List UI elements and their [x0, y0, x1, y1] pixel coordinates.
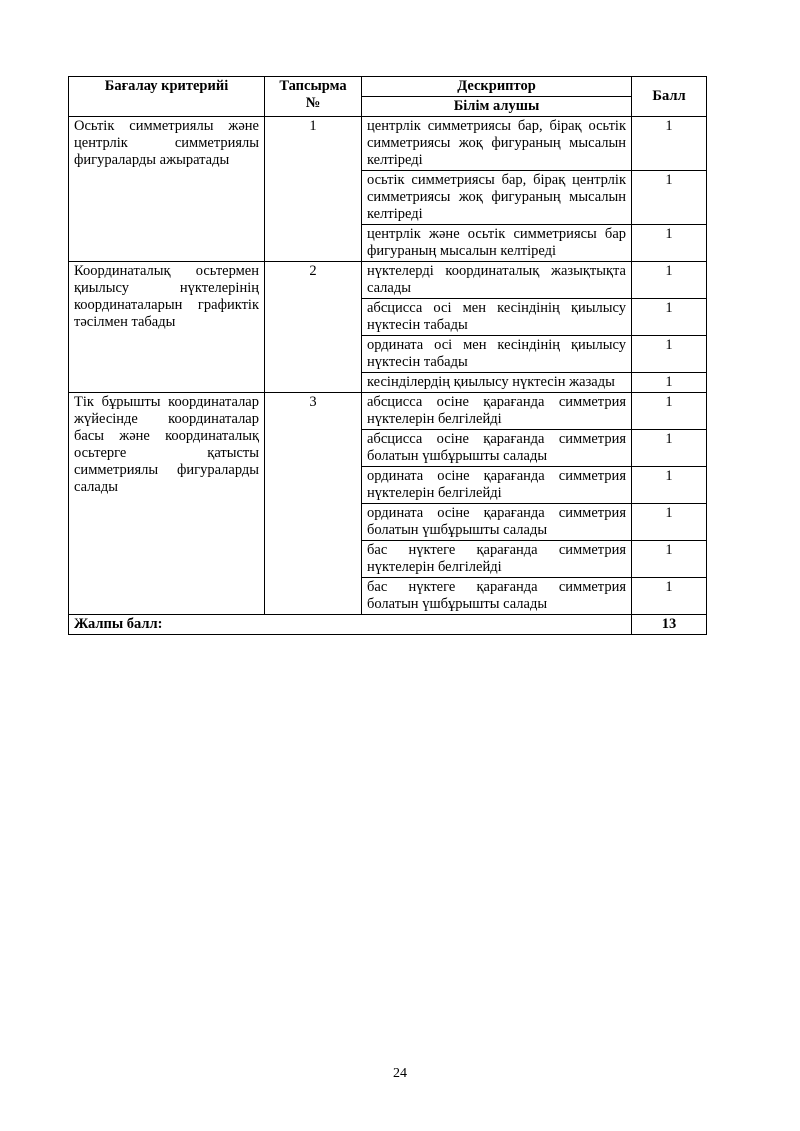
- header-criteria: Бағалау критерийі: [69, 77, 265, 117]
- header-task-line2: №: [305, 95, 321, 111]
- table-row: [69, 117, 707, 171]
- descriptor-cell: кесінділердің қиылысу нүктесін жазады: [362, 373, 632, 393]
- total-label: Жалпы балл:: [69, 615, 632, 635]
- descriptor-cell: центрлік симметриясы бар, бірақ осьтік симметриясы жоқ фигураның мысалын келтіреді: [362, 117, 632, 171]
- header-descriptor: Дескриптор: [362, 77, 632, 97]
- descriptor-cell: бас нүктеге қарағанда симметрия болатын үшбұрышты салады: [362, 578, 632, 615]
- descriptor-cell: бас нүктеге қарағанда симметрия нүктелерін белгілейді: [362, 541, 632, 578]
- task-number-cell: 3: [265, 393, 362, 615]
- descriptor-cell: ордината осі мен кесіндінің қиылысу нүктесін табады: [362, 336, 632, 373]
- score-cell: 1: [632, 373, 707, 393]
- descriptor-cell: абсцисса осіне қарағанда симметрия нүктелерін белгілейді: [362, 393, 632, 430]
- score-cell: 1: [632, 336, 707, 373]
- descriptor-cell: абсцисса осіне қарағанда симметрия болатын үшбұрышты салады: [362, 430, 632, 467]
- score-cell: 1: [632, 225, 707, 262]
- page-number: 24: [393, 1066, 407, 1081]
- score-cell: 1: [632, 541, 707, 578]
- task-number-cell: 1: [265, 117, 362, 262]
- score-cell: 1: [632, 171, 707, 225]
- score-cell: 1: [632, 262, 707, 299]
- header-task-line1: Тапсырма: [279, 78, 347, 94]
- header-task-number: [265, 77, 362, 117]
- table-row: [69, 262, 707, 299]
- score-cell: 1: [632, 393, 707, 430]
- criterion-cell: Тік бұрышты координаталар жүйесінде координаталар басы және координаталық осьтерге қатысты симметриялы фигураларды салады: [69, 393, 265, 615]
- task-number-cell: 2: [265, 262, 362, 393]
- score-cell: 1: [632, 117, 707, 171]
- descriptor-cell: абсцисса осі мен кесіндінің қиылысу нүктесін табады: [362, 299, 632, 336]
- header-descriptor-learner: Білім алушы: [362, 97, 632, 117]
- score-cell: 1: [632, 504, 707, 541]
- total-value: 13: [632, 615, 707, 635]
- assessment-rubric-table: [68, 76, 707, 635]
- total-row: [69, 615, 707, 635]
- table-body: [69, 117, 707, 615]
- score-cell: 1: [632, 578, 707, 615]
- criterion-cell: Координаталық осьтермен қиылысу нүктелерінің координаталарын графиктік тәсілмен табады: [69, 262, 265, 393]
- score-cell: 1: [632, 299, 707, 336]
- descriptor-cell: ордината осіне қарағанда симметрия нүктелерін белгілейді: [362, 467, 632, 504]
- descriptor-cell: ордината осіне қарағанда симметрия болатын үшбұрышты салады: [362, 504, 632, 541]
- table-footer: [69, 615, 707, 635]
- descriptor-cell: центрлік және осьтік симметриясы бар фигураның мысалын келтіреді: [362, 225, 632, 262]
- descriptor-cell: нүктелерді координаталық жазықтықта салады: [362, 262, 632, 299]
- table-header: [69, 77, 707, 117]
- score-cell: 1: [632, 430, 707, 467]
- header-score: Балл: [632, 77, 707, 117]
- descriptor-cell: осьтік симметриясы бар, бірақ центрлік симметриясы жоқ фигураның мысалын келтіреді: [362, 171, 632, 225]
- score-cell: 1: [632, 467, 707, 504]
- criterion-cell: Осьтік симметриялы және центрлік симметриялы фигураларды ажыратады: [69, 117, 265, 262]
- table-row: [69, 393, 707, 430]
